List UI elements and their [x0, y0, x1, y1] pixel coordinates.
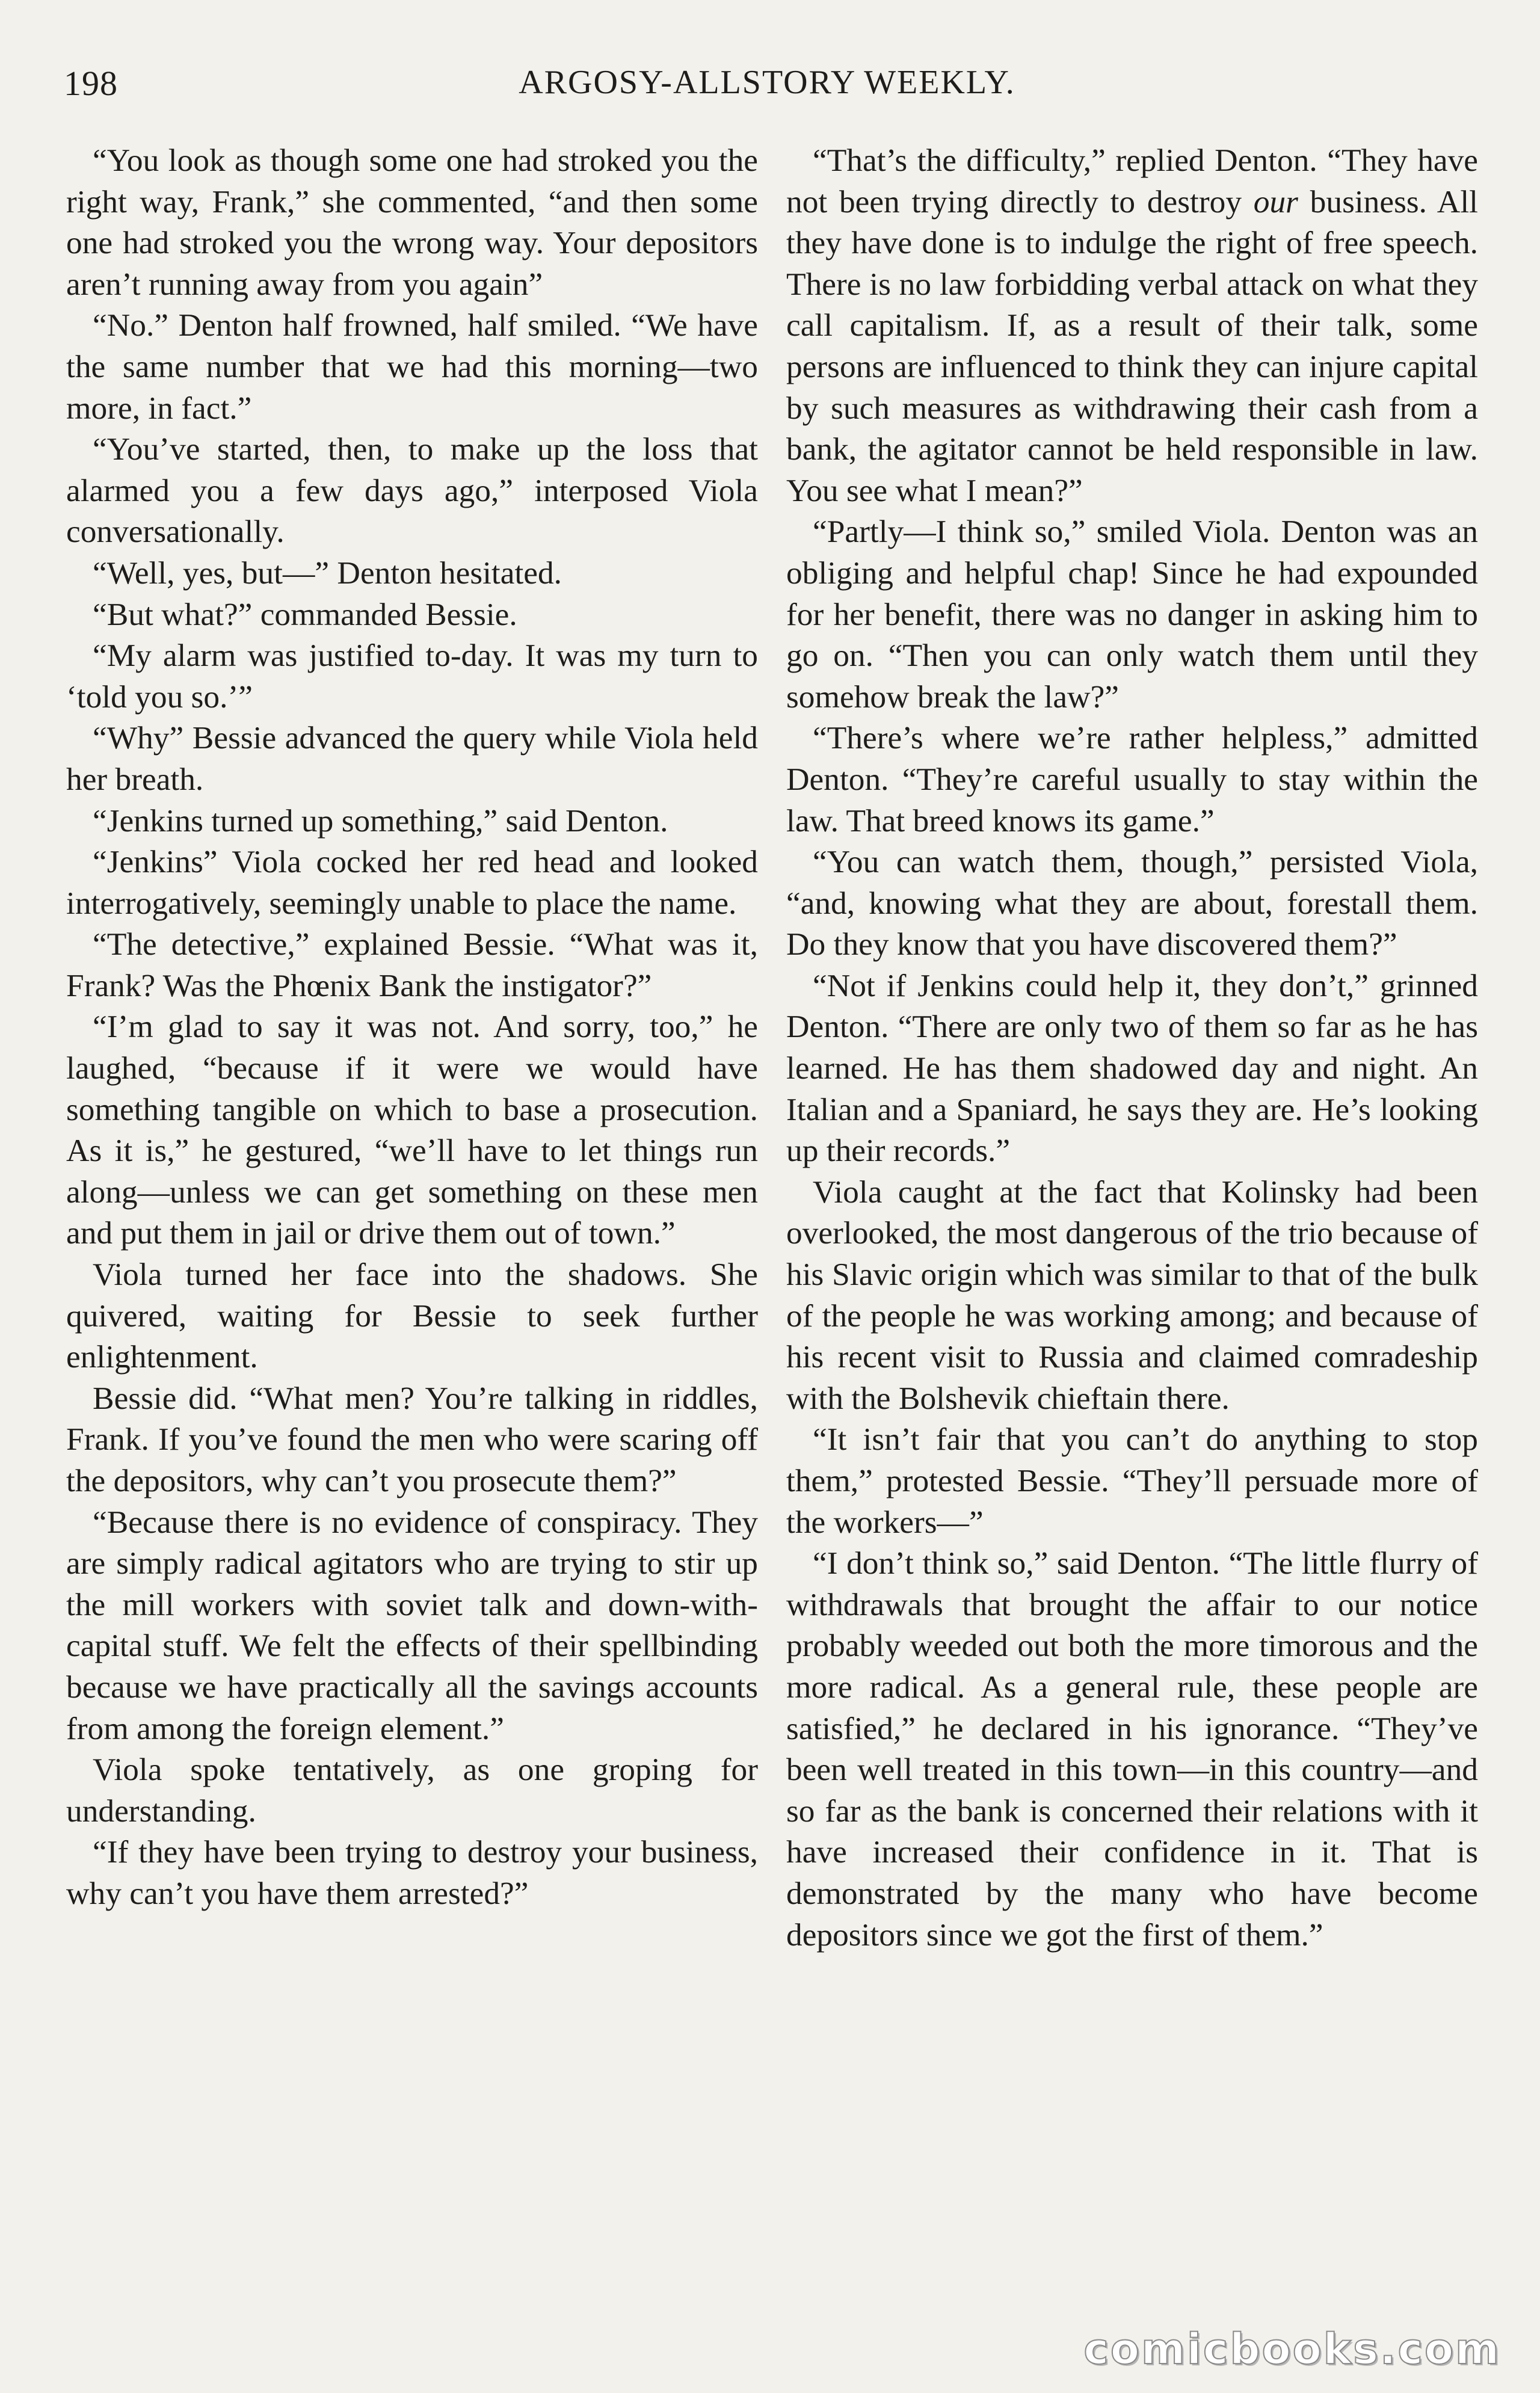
paragraph: “I don’t think so,” said Denton. “The little flurry of withdrawals that brought the affair to our notice probably weeded out both the more timorous and the more radical. As a general rule, these people are satisfied,” he declared in his ignorance. “They’ve been well treated in this town—in this country—and so far as the bank is concerned their relations with it have increased their confidence in it. That is demonstrated by the many who have become depositors since we got the first of them.” [786, 1545, 1478, 1953]
paragraph: Viola turned her face into the shadows. She quivered, waiting for Bessie to seek further enlightenment. [66, 1256, 758, 1375]
paragraph: “You’ve started, then, to make up the loss that alarmed you a few days ago,” interposed Viola conversationally. [66, 431, 758, 550]
paragraph: Viola spoke tentatively, as one groping for understanding. [66, 1751, 758, 1829]
paragraph: “If they have been trying to destroy your business, why can’t you have them arrested?” [66, 1834, 758, 1911]
paragraph-text: business. All they have done is to indulge the right of free speech. There is no law forbidding verbal attack on what they call capitalism. If, as a result of their talk, some persons are influenced to think they can injure capital by such measures as withdrawing their cash from a bank, the agitator cannot be held responsible in law. You see what I mean?” [786, 183, 1478, 508]
paragraph: “My alarm was justified to-day. It was my turn to ‘told you so.’” [66, 637, 758, 715]
paragraph: “Jenkins” Viola cocked her red head and looked interrogatively, seemingly unable to place the name. [66, 843, 758, 921]
paragraph: “Well, yes, but—” Denton hesitated. [93, 554, 562, 591]
paragraph: “I’m glad to say it was not. And sorry, too,” he laughed, “because if it were we would have something tangible on which to base a prosecution. As it is,” he gestured, “we’ll have to let things run along—unless we can get something on these men and put them in jail or drive them out of town.” [66, 1008, 758, 1251]
paragraph: “But what?” commanded Bessie. [93, 596, 517, 632]
paragraph: “It isn’t fair that you can’t do anything to stop them,” protested Bessie. “They’ll persuade more of the workers—” [786, 1421, 1478, 1540]
page-number: 198 [64, 64, 118, 103]
paragraph: Viola caught at the fact that Kolinsky had been overlooked, the most dangerous of the trio because of his Slavic origin which was similar to that of the bulk of the people he was working among; and because of his recent visit to Russia and claimed comradeship with the Bolshevik chieftain there. [786, 1173, 1478, 1416]
paragraph: “There’s where we’re rather helpless,” admitted Denton. “They’re careful usually to stay within the law. That breed knows its game.” [786, 719, 1478, 839]
paragraph: “Why” Bessie advanced the query while Viola held her breath. [66, 719, 758, 797]
paragraph-text: “That’s the difficulty,” replied Denton. “They have not been trying directly to destroy [786, 142, 1478, 220]
paragraph: “No.” Denton half frowned, half smiled. “We have the same number that we had this morning—two more, in fact.” [66, 307, 758, 426]
paragraph: “Jenkins turned up something,” said Denton. [93, 802, 668, 839]
running-head: ARGOSY-ALLSTORY WEEKLY. [519, 64, 1015, 101]
emphasis-text: our [1253, 183, 1298, 220]
paragraph: “Partly—I think so,” smiled Viola. Denton was an obliging and helpful chap! Since he had expounded for her benefit, there was no danger in asking him to go on. “Then you can only watch them until they somehow break the law?” [786, 513, 1478, 715]
paragraph: Bessie did. “What men? You’re talking in riddles, Frank. If you’ve found the men who were scaring off the depositors, why can’t you prosecute them?” [66, 1379, 758, 1498]
watermark: comicbooks.com [1083, 2324, 1501, 2374]
paragraph: “You can watch them, though,” persisted Viola, “and, knowing what they are about, forestall them. Do they know that you have discovered them?” [786, 843, 1478, 962]
paragraph: “You look as though some one had stroked you the right way, Frank,” she commented, “and then some one had stroked you the wrong way. Your depositors aren’t running away from you again” [66, 142, 758, 302]
paragraph: “Because there is no evidence of conspiracy. They are simply radical agitators who are trying to stir up the mill workers with soviet talk and down-with-capital stuff. We felt the effects of their spellbinding because we have practically all the savings accounts from among the foreign element.” [66, 1503, 758, 1746]
paragraph [786, 140, 1478, 511]
paragraph: “Not if Jenkins could help it, they don’t,” grinned Denton. “There are only two of them so far as he has learned. He has them shadowed day and night. An Italian and a Spaniard, he says they are. He’s looking up their records.” [786, 967, 1478, 1169]
left-column [66, 140, 758, 1914]
right-column [786, 140, 1478, 1955]
page-header [60, 63, 1474, 111]
paragraph: “The detective,” explained Bessie. “What was it, Frank? Was the Phœnix Bank the instigator?” [66, 926, 758, 1003]
